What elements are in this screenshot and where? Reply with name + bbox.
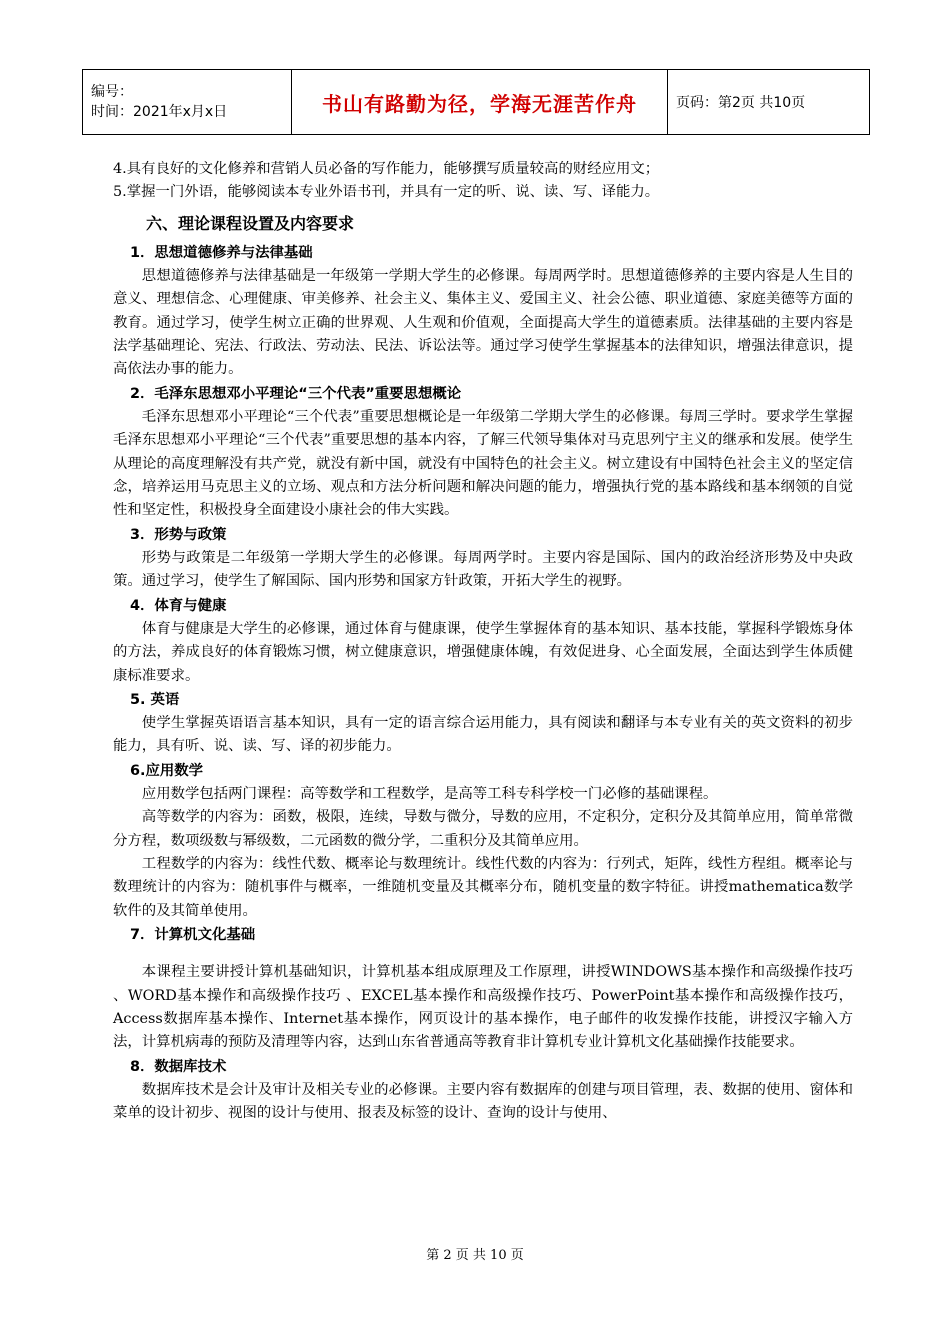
course-title: 8．数据库技术 (130, 1058, 227, 1075)
course-title: 7．计算机文化基础 (130, 927, 256, 944)
course-paragraph: 体育与健康是大学生的必修课，通过体育与健康课，使学生掌握体育的基本知识、基本技能，掌握科学锻炼身体的方法，养成良好的体育锻炼习惯，树立健康意识，增强健康体魄，有效促进身、心全面发展，全面达到学生体质健康标准要求。 (113, 620, 853, 684)
course-paragraph: 毛泽东思想邓小平理论“三个代表”重要思想概论是一年级第二学期大学生的必修课。每周三学时。要求学生掌握毛泽东思想邓小平理论“三个代表”重要思想的基本内容，了解三代领导集体对马克思列宁主义的继承和发展。使学生从理论的高度理解没有共产党，就没有新中国，就没有中国特色的社会主义。树立建设有中国特色社会主义的坚定信念，培养运用马克思主义的立场、观点和方法分析问题和解决问题的能力，增强执行党的基本路线和基本纲领的自觉性和坚定性，积极投身全面建设小康社会的伟大实践。 (113, 408, 853, 519)
course-paragraph: 数据库技术是会计及审计及相关专业的必修课。主要内容有数据库的创建与项目管理，表、数据的使用、窗体和菜单的设计初步、视图的设计与使用、报表及标签的设计、查询的设计与使用、 (113, 1081, 853, 1122)
course-section (113, 241, 853, 382)
course-title: 6.应用数学 (130, 762, 204, 779)
spacer (113, 947, 853, 961)
header-motto: 书山有路勤为径，学海无涯苦作舟 (292, 70, 668, 135)
header-meta-cell (83, 70, 292, 135)
course-title: 3．形势与政策 (130, 526, 227, 543)
document-body (113, 158, 853, 1126)
course-title: 2．毛泽东思想邓小平理论“三个代表”重要思想概论 (130, 385, 462, 402)
course-section (113, 1055, 853, 1126)
course-paragraph: 思想道德修养与法律基础是一年级第一学期大学生的必修课。每周两学时。思想道德修养的主要内容是人生目的意义、理想信念、心理健康、审美修养、社会主义、集体主义、爱国主义、社会公德、职业道德、家庭美德等方面的教育。通过学习，使学生树立正确的世界观、人生观和价值观，全面提高大学生的道德素质。法律基础的主要内容是法学基础理论、宪法、行政法、劳动法、民法、诉讼法等。通过学习使学生掌握基本的法律知识，增强法律意识，提高依法办事的能力。 (113, 267, 853, 378)
course-section (113, 688, 853, 759)
course-title: 1．思想道德修养与法律基础 (130, 244, 313, 261)
header-page-info: 页码：第2页 共10页 (668, 70, 870, 135)
course-paragraph: 高等数学的内容为：函数，极限，连续，导数与微分，导数的应用，不定积分，定积分及其简单应用，简单常微分方程，数项级数与幂级数，二元函数的微分学，二重积分及其简单应用。 (113, 809, 853, 849)
intro-line-5: 5.掌握一门外语，能够阅读本专业外语书刊，并具有一定的听、说、读、写、译能力。 (113, 184, 660, 201)
course-section (113, 523, 853, 594)
course-paragraph: 本课程主要讲授计算机基础知识，计算机基本组成原理及工作原理，讲授WINDOWS基本操作和高级操作技巧 、WORD基本操作和高级操作技巧 、EXCEL基本操作和高级操作技巧、PowerPoint基本操作和高级操作技巧，Access数据库基本操作、Internet基本操作，网页设计的基本操作，电子邮件的收发操作技能，讲授汉字输入方法，计算机病毒的预防及清理等内容，达到山东省普通高等教育非计算机专业计算机文化基础操作技能要求。 (113, 964, 853, 1051)
page-header (82, 69, 870, 135)
course-section (113, 594, 853, 688)
course-section (113, 759, 853, 923)
intro-line-4: 4.具有良好的文化修养和营销人员必备的写作能力，能够撰写质量较高的财经应用文； (113, 161, 660, 177)
footer-page-number: 第 2 页 共 10 页 (426, 1248, 524, 1263)
course-paragraph: 形势与政策是二年级第一学期大学生的必修课。每周两学时。主要内容是国际、国内的政治经济形势及中央政策。通过学习，使学生了解国际、国内形势和国家方针政策，开拓大学生的视野。 (113, 549, 853, 590)
page-footer (0, 1244, 950, 1263)
course-title: 5. 英语 (130, 691, 180, 708)
document-time-label: 时间：2021年x月x日 (91, 104, 228, 120)
course-section (113, 382, 853, 523)
course-paragraph: 工程数学的内容为：线性代数、概率论与数理统计。线性代数的内容为：行列式，矩阵，线性方程组。概率论与数理统计的内容为：随机事件与概率，一维随机变量及其概率分布，随机变量的数字特征。讲授mathematica数学软件的及其简单使用。 (113, 855, 853, 919)
course-paragraph: 使学生掌握英语语言基本知识，具有一定的语言综合运用能力，具有阅读和翻译与本专业有关的英文资料的初步能力，具有听、说、读、写、译的初步能力。 (113, 714, 853, 755)
course-title: 4．体育与健康 (130, 597, 227, 614)
document-number-label: 编号： (91, 84, 133, 100)
course-paragraph: 应用数学包括两门课程：高等数学和工程数学，是高等工科专科学校一门必修的基础课程。 (141, 785, 718, 802)
section-title: 六、理论课程设置及内容要求 (146, 213, 355, 233)
course-section (113, 923, 853, 1055)
